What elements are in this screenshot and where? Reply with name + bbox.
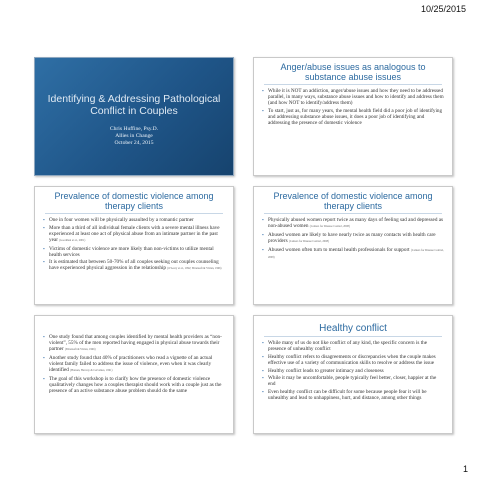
bullet-text: One study found that among couples identified by mental health providers as “non-violent”, 55% of the men reported having engaged in physical abuse towards their partner xyxy=(49,334,222,353)
slide-title: Identifying & Addressing Pathological Conflict in Couples xyxy=(47,93,221,117)
bullet-item xyxy=(268,217,444,230)
bullet-text: Physically abused women report twice as many days of feeling sad and depressed as non-abused women xyxy=(268,217,444,230)
bullet-list xyxy=(254,88,452,126)
presentation-date: October 24, 2015 xyxy=(114,140,154,146)
citation: (Hansen, Harway & Cervantes, 1991) xyxy=(70,369,113,373)
bullet-item: ▪ To start, just as, for many years, the mental health field did a poor job of identifying and addressing substance abuse issues, it does a poor job of identifying and addressing the presence of domestic violence xyxy=(268,108,444,126)
bullet-item: ▪ Even healthy conflict can be difficult for some because people fear it will be unhealthy and lead to unhappiness, hurt, and distance, among other things xyxy=(268,389,444,401)
slide-3 xyxy=(34,186,234,305)
bullet-item xyxy=(49,246,225,258)
slide-title: Prevalence of domestic violence among therapy clients xyxy=(54,191,214,211)
bullet-item xyxy=(49,225,225,244)
bullet-item: ▪ While it may be uncomfortable, people typically feel better, closer, happier at the end xyxy=(268,375,444,387)
bullet-item xyxy=(49,355,225,374)
slide-6 xyxy=(253,315,453,434)
slide-5 xyxy=(34,315,234,434)
bullet-item xyxy=(268,232,444,245)
slide-title: Prevalence of domestic violence among therapy clients xyxy=(273,191,433,211)
title-divider xyxy=(264,336,442,337)
presenter-name: Chris Huffine, Psy.D. xyxy=(109,126,159,132)
page-number: 1 xyxy=(462,464,468,474)
title-divider xyxy=(45,213,223,214)
bullet-item: ▪ While many of us do not like conflict of any kind, the specific concern is the presence of unhealthy conflict xyxy=(268,340,444,352)
bullet-text: Abused women are likely to have nearly twice as many contacts with health care providers xyxy=(268,231,436,244)
bullet-item: ▪ While it is NOT an addiction, anger/abuse issues and how they need to be addressed parallel, in many ways, substance abuse issues and how to identify and address them (and how NOT to identify/address them) xyxy=(268,88,444,106)
title-divider xyxy=(264,213,442,214)
bullet-list xyxy=(35,217,233,273)
bullet-list xyxy=(254,340,452,401)
slide-2 xyxy=(253,57,453,176)
citation: (Centers for Disease Control, 2008) xyxy=(288,239,329,243)
bullet-text: It is estimated that between 50-70% of all couples seeking out couples counseling have experienced physical aggression in the relationship xyxy=(49,259,219,272)
slide-1-title xyxy=(34,57,234,176)
citation: (Ehrensaft & Vivian, 1996) xyxy=(65,348,96,352)
citation: (Centers for Disease Control, 2008) xyxy=(309,225,350,229)
bullet-text: One in four women will be physically assaulted by a romantic partner xyxy=(49,217,194,223)
bullet-text: Victims of domestic violence are more likely than non-victims to utilize mental health services xyxy=(49,245,214,258)
bullet-text: More than a third of all individual female clients with a severe mental illness have experienced at least one act of physical abuse from an intimate partner in the past year xyxy=(49,224,220,243)
bullet-text: Abused women often turn to mental health professionals for support xyxy=(268,246,410,253)
bullet-text: The goal of this workshop is to clarify how the presence of domestic violence qualitatively changes how a couples therapist should work with a couple just as the presence of an active substance abuse problem should do the same xyxy=(49,375,222,394)
bullet-list xyxy=(35,334,233,394)
bullet-text: Another study found that 40% of practitioners who read a vignette of an actual violent family failed to address the issue of violence, even when it was clearly identified xyxy=(49,354,213,374)
citation: (Centers for Disease Control, 2008) xyxy=(268,248,444,259)
bullet-item: ▪ Healthy conflict leads to greater intimacy and closeness xyxy=(268,368,444,374)
slide-title: Anger/abuse issues as analogous to substance abuse issues xyxy=(280,62,426,82)
slide-subtitle xyxy=(43,126,225,147)
title-divider xyxy=(264,84,442,85)
slide-title: Healthy conflict xyxy=(319,323,387,334)
citation: (O'Leary et al., 1992; Ehrensaft & Vivian, 1996) xyxy=(167,267,222,271)
empty-title-area xyxy=(35,316,233,334)
organization: Allies in Change xyxy=(115,133,153,139)
citation: (Goodman et al., 2001) xyxy=(59,238,86,242)
bullet-item xyxy=(49,334,225,353)
bullet-item: ▪ Healthy conflict refers to disagreements or discrepancies when the couple makes effective use of a variety of communication skills to resolve or address the issue xyxy=(268,354,444,366)
bullet-item xyxy=(49,217,225,223)
bullet-item xyxy=(268,247,444,261)
bullet-item xyxy=(49,259,225,272)
bullet-list xyxy=(254,217,452,261)
slide-4 xyxy=(253,186,453,305)
header-date: 10/25/2015 xyxy=(420,4,466,14)
bullet-item xyxy=(49,376,225,394)
